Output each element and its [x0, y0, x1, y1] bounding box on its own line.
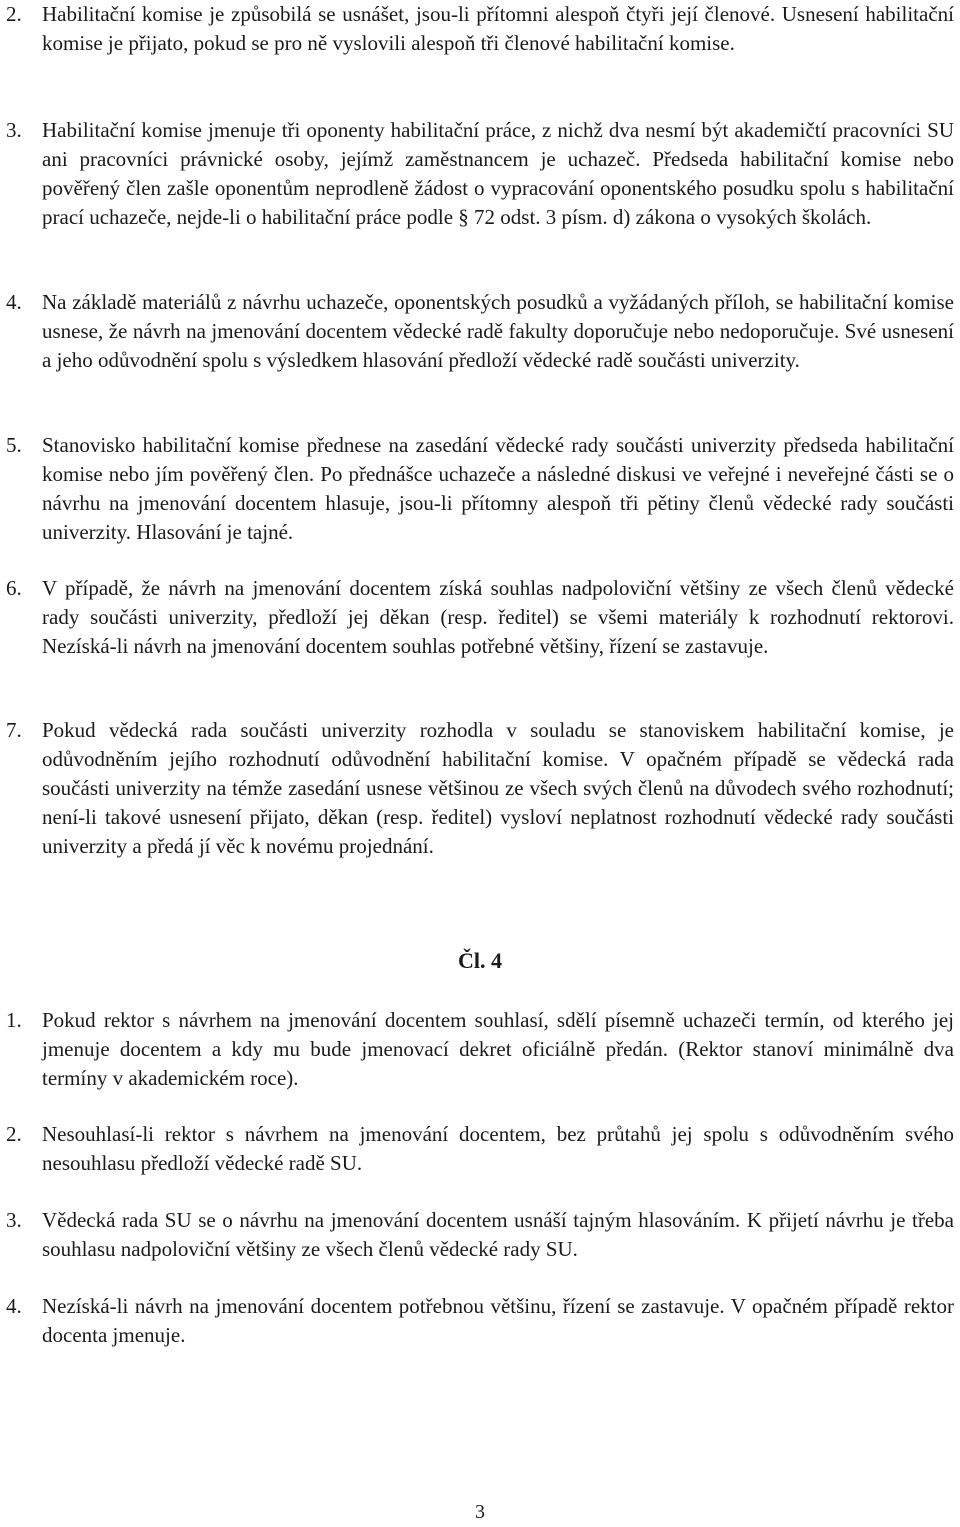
list-item — [6, 716, 954, 861]
item-text: Pokud rektor s návrhem na jmenování docentem souhlasí, sdělí písemně uchazeči termín, od kterého jej jmenuje docentem a kdy mu bude jmenovací dekret oficiálně předán. (Rektor stanoví minimálně dva termíny v akademickém roce). — [42, 1008, 954, 1090]
item-text: Nesouhlasí-li rektor s návrhem na jmenování docentem, bez průtahů jej spolu s odůvodněním svého nesouhlasu předloží vědecké radě SU. — [42, 1122, 954, 1175]
item-text: Nezíská-li návrh na jmenování docentem potřebnou většinu, řízení se zastavuje. V opačném případě rektor docenta jmenuje. — [42, 1294, 954, 1347]
item-number: 4. — [6, 290, 22, 314]
item-number: 6. — [6, 576, 22, 600]
item-number: 2. — [6, 1122, 22, 1146]
item-text: Vědecká rada SU se o návrhu na jmenování docentem usnáší tajným hlasováním. K přijetí návrhu je třeba souhlasu nadpoloviční většiny ze všech členů vědecké rady SU. — [42, 1208, 954, 1261]
list-item — [6, 574, 954, 661]
list-item — [6, 1206, 954, 1264]
item-number: 2. — [6, 2, 22, 26]
item-number: 3. — [6, 118, 22, 142]
item-text: Stanovisko habilitační komise přednese na zasedání vědecké rady součásti univerzity předseda habilitační komise nebo jím pověřený člen. Po přednášce uchazeče a následné diskusi ve veřejné i neveřejné části se o návrhu na jmenování docentem hlasuje, jsou-li přítomny alespoň tři pětiny členů vědecké rady součásti univerzity. Hlasování je tajné. — [42, 433, 954, 544]
list-item — [6, 288, 954, 375]
item-number: 3. — [6, 1208, 22, 1232]
item-text: Pokud vědecká rada součásti univerzity rozhodla v souladu se stanoviskem habilitační komise, je odůvodněním jejího rozhodnutí odůvodnění habilitační komise. V opačném případě se vědecká rada součásti univerzity na témže zasedání usnese většinou ze všech svých členů na důvodech svého rozhodnutí; není-li takové usnesení přijato, děkan (resp. ředitel) vysloví neplatnost rozhodnutí vědecké rady součásti univerzity a předá jí věc k novému projednání. — [42, 718, 954, 858]
item-text: Na základě materiálů z návrhu uchazeče, oponentských posudků a vyžádaných příloh, se habilitační komise usnese, že návrh na jmenování docentem vědecké radě fakulty doporučuje nebo nedoporučuje. Své usnesení a jeho odůvodnění spolu s výsledkem hlasování předloží vědecké radě součásti univerzity. — [42, 290, 954, 372]
item-number: 7. — [6, 718, 22, 742]
item-text: V případě, že návrh na jmenování docentem získá souhlas nadpoloviční většiny ze všech členů vědecké rady součásti univerzity, předloží jej děkan (resp. ředitel) se všemi materiály k rozhodnutí rektorovi. Nezíská-li návrh na jmenování docentem souhlas potřebné většiny, řízení se zastavuje. — [42, 576, 954, 658]
article-heading: Čl. 4 — [458, 948, 502, 973]
item-number: 5. — [6, 433, 22, 457]
item-text: Habilitační komise jmenuje tři oponenty habilitační práce, z nichž dva nesmí být akademičtí pracovníci SU ani pracovníci právnické osoby, jejímž zaměstnancem je uchazeč. Předseda habilitační komise nebo pověřený člen zašle oponentům neprodleně žádost o vypracování oponentského posudku spolu s habilitační prací uchazeče, nejde-li o habilitační práce podle § 72 odst. 3 písm. d) zákona o vysokých školách. — [42, 118, 954, 229]
list-item — [6, 1006, 954, 1093]
list-item — [6, 116, 954, 232]
item-text: Habilitační komise je způsobilá se usnášet, jsou-li přítomni alespoň čtyři její členové. Usnesení habilitační komise je přijato, pokud se pro ně vyslovili alespoň tři členové habilitační komise. — [42, 2, 954, 55]
item-number: 4. — [6, 1294, 22, 1318]
page-number: 3 — [475, 1501, 485, 1523]
item-number: 1. — [6, 1008, 22, 1032]
list-item — [6, 431, 954, 547]
list-item — [6, 1292, 954, 1350]
list-item — [6, 0, 954, 58]
list-item — [6, 1120, 954, 1178]
